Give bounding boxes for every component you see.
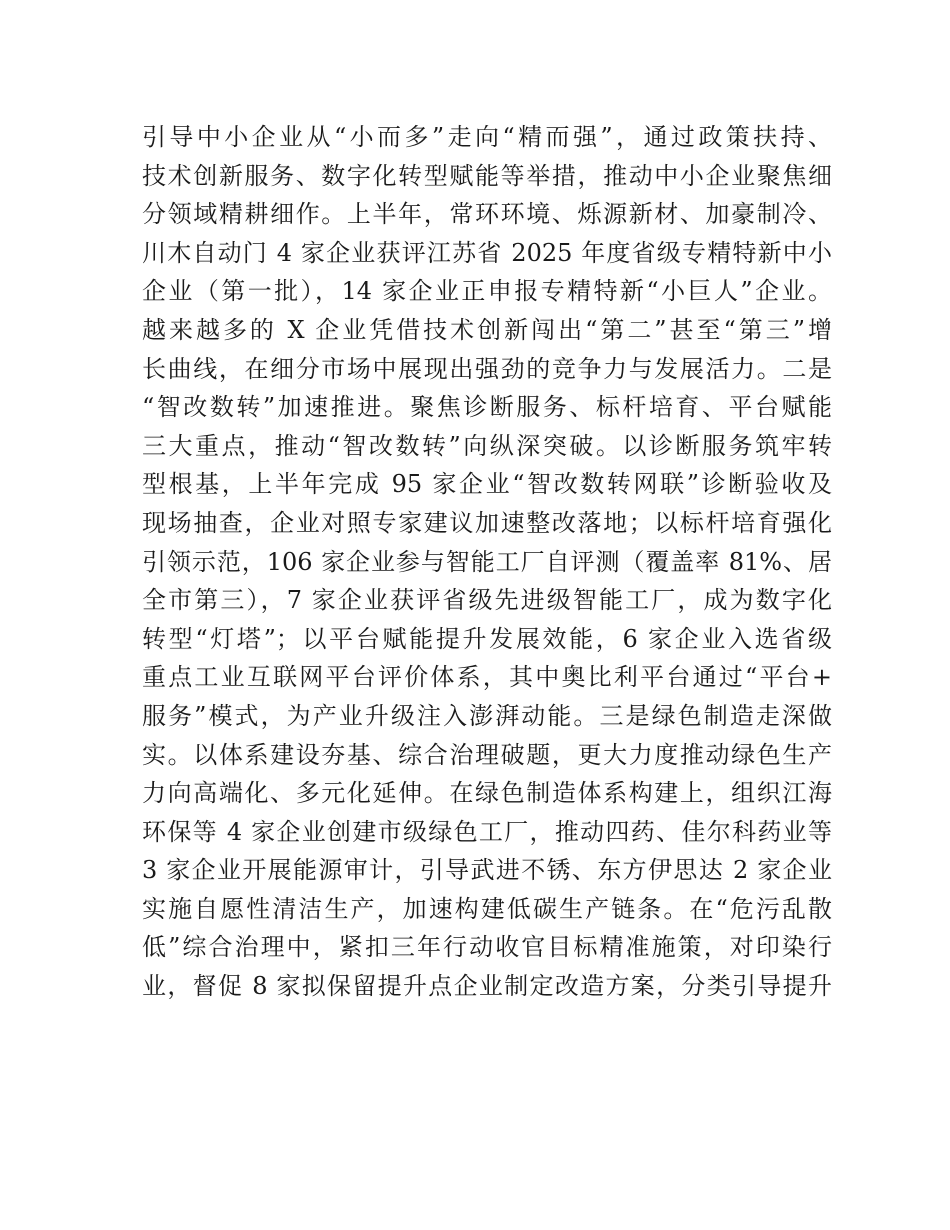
text-line-10: 型根基，上半年完成 95 家企业“智改数转网联”诊断验收及 [142,470,832,499]
text-line-6: 越来越多的 X 企业凭借技术创新闯出“第二”甚至“第三”增 [142,315,832,344]
text-line-12: 引领示范，106 家企业参与智能工厂自评测（覆盖率 81%、居 [142,547,832,576]
text-line-14: 转型“灯塔”；以平台赋能提升发展效能，6 家企业入选省级 [142,624,832,653]
text-line-22: 低”综合治理中，紧扣三年行动收官目标精准施策，对印染行 [142,933,832,962]
text-line-17: 实。以体系建设夯基、综合治理破题，更大力度推动绿色生产 [142,740,832,769]
text-line-3: 分领域精耕细作。上半年，常环环境、烁源新材、加豪制冷、 [142,200,832,229]
text-line-1: 引导中小企业从“小而多”走向“精而强”，通过政策扶持、 [142,123,832,151]
text-line-8: “智改数转”加速推进。聚焦诊断服务、标杆培育、平台赋能 [142,393,832,422]
text-line-2: 技术创新服务、数字化转型赋能等举措，推动中小企业聚焦细 [142,161,832,190]
text-line-13: 全市第三），7 家企业获评省级先进级智能工厂，成为数字化 [142,586,832,615]
text-line-23: 业，督促 8 家拟保留提升点企业制定改造方案，分类引导提升 [142,972,832,1001]
text-line-20: 3 家企业开展能源审计，引导武进不锈、东方伊思达 2 家企业 [142,856,832,885]
text-line-7: 长曲线，在细分市场中展现出强劲的竞争力与发展活力。二是 [142,354,832,383]
text-line-19: 环保等 4 家企业创建市级绿色工厂，推动四药、佳尔科药业等 [142,817,832,846]
body-paragraph [142,118,832,1006]
text-line-5: 企业（第一批），14 家企业正申报专精特新“小巨人”企业。 [142,277,832,306]
text-line-15: 重点工业互联网平台评价体系，其中奥比利平台通过“平台+ [142,663,832,692]
text-line-18: 力向高端化、多元化延伸。在绿色制造体系构建上，组织江海 [142,779,832,808]
text-line-11: 现场抽查，企业对照专家建议加速整改落地；以标杆培育强化 [142,508,832,537]
text-line-21: 实施自愿性清洁生产，加速构建低碳生产链条。在“危污乱散 [142,894,832,923]
text-line-4: 川木自动门 4 家企业获评江苏省 2025 年度省级专精特新中小 [142,238,832,267]
text-line-16: 服务”模式，为产业升级注入澎湃动能。三是绿色制造走深做 [142,701,832,730]
text-line-9: 三大重点，推动“智改数转”向纵深突破。以诊断服务筑牢转 [142,431,832,460]
